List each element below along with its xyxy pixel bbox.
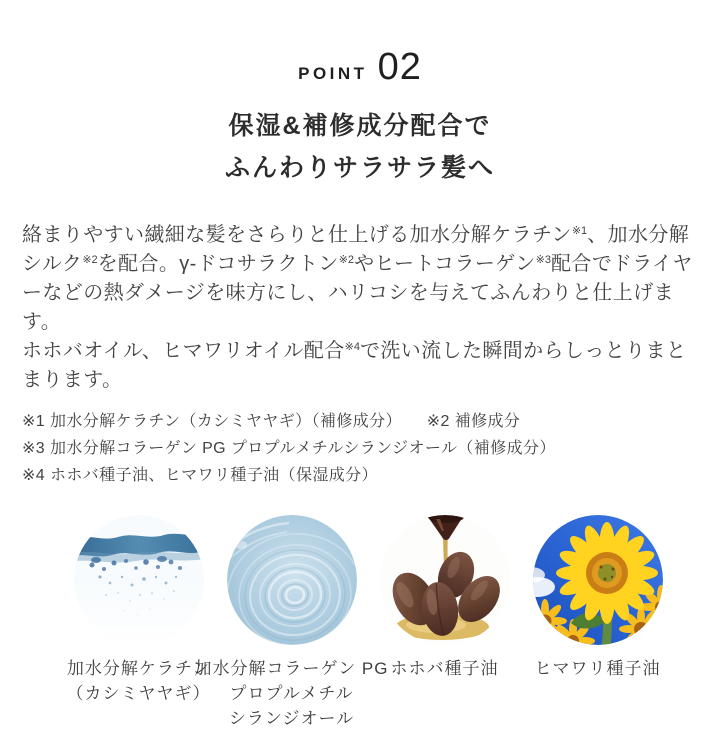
footnote-ref: ※3: [535, 254, 552, 266]
body-segment: 、加水分解シルク: [22, 224, 690, 275]
sunflower-image: [533, 515, 663, 645]
ingredient-item-jojoba: [380, 515, 510, 731]
body-paragraph-1: [22, 221, 698, 337]
heading-line-2: ふんわりサラサラ髪へ: [224, 154, 495, 182]
footnote-ref: ※4: [344, 341, 360, 353]
heading-line-1: 保湿&補修成分配合で: [228, 112, 492, 140]
body-text: [22, 221, 698, 395]
ingredient-item-sunflower: [533, 515, 663, 731]
ingredients-row: [0, 515, 720, 731]
caption-line: 加水分解コラーゲン PG: [194, 659, 389, 678]
body-paragraph-2: [22, 337, 698, 395]
footnote-line-2: ※3 加水分解コラーゲン PG プロプルメチルシランジオール（補修成分）: [22, 440, 556, 457]
point-number: 02: [377, 46, 422, 88]
caption-line: ヒマワリ種子油: [534, 659, 661, 678]
caption-line: プロプルメチル: [229, 684, 354, 703]
water-bubbles-image: [74, 515, 204, 645]
point-label: POINT: [298, 64, 368, 83]
footnote-ref: ※1: [571, 225, 588, 237]
jojoba-seeds-image: [380, 515, 510, 645]
body-segment: で洗い流した瞬間からしっとりまとまります。: [22, 340, 687, 391]
ingredient-caption: [535, 656, 661, 681]
caption-line: ホホバ種子油: [390, 659, 499, 678]
ingredient-caption: [391, 656, 499, 681]
ingredient-item-keratin: [66, 515, 211, 731]
ingredient-item-collagen: [194, 515, 389, 731]
body-segment: やヒートコラーゲン: [354, 253, 536, 275]
footnote-line-3: ※4 ホホバ種子油、ヒマワリ種子油（保湿成分）: [22, 467, 378, 484]
ingredient-caption: [67, 656, 211, 706]
footnote-ref: ※2: [338, 254, 355, 266]
body-segment: 配合でドライヤーなどの熱ダメージを味方にし、ハリコシを与えてふんわりと仕上げます。: [22, 253, 693, 333]
caption-line: 加水分解ケラチン: [66, 659, 211, 678]
body-segment: を配合。γ-ドコサラクトン: [97, 253, 339, 275]
caption-line: シランジオール: [228, 709, 355, 728]
body-segment: 絡まりやすい繊細な髪をさらりと仕上げる加水分解ケラチン: [22, 224, 572, 246]
water-ripple-image: [227, 515, 357, 645]
footnotes: [22, 408, 698, 489]
body-segment: ホホバオイル、ヒマワリオイル配合: [22, 340, 345, 362]
footnote-line-1: ※1 加水分解ケラチン（カシミヤヤギ）（補修成分） ※2 補修成分: [22, 413, 521, 430]
point-header: [0, 0, 720, 89]
main-heading: [0, 105, 720, 189]
footnote-ref: ※2: [82, 254, 98, 266]
caption-line: （カシミヤヤギ）: [66, 684, 211, 703]
